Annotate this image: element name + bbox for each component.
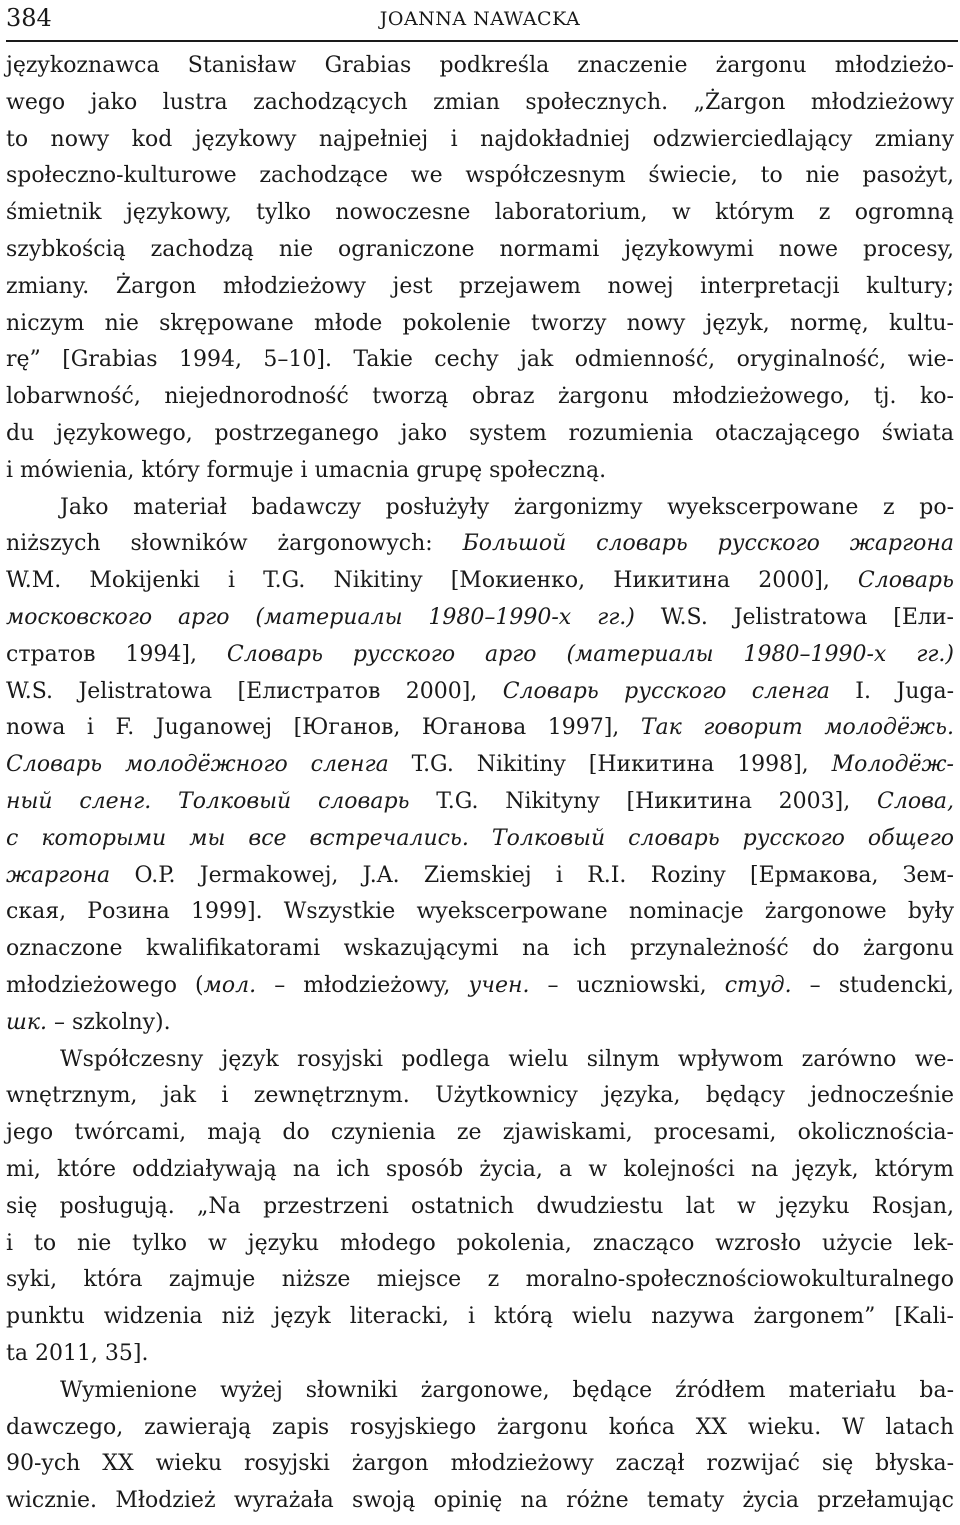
- text-segment: i to nie tylko w języku młodego pokolenia, znacząco wzrosło użycie lek-: [6, 1230, 954, 1256]
- italic-segment: Слова,: [877, 789, 954, 814]
- text-segment: T.G. Nikityny [Никитина 2003],: [409, 789, 877, 814]
- text-segment: śmietnik językowy, tylko nowoczesne laboratorium, w którym z ogromną: [6, 200, 954, 226]
- italic-segment: Большой словарь русского жаргона: [462, 531, 954, 557]
- text-line: [6, 862, 954, 890]
- text-segment: ская, Розина 1999]. Wszystkie wyekscerpowane nominacje żargonowe były: [6, 899, 954, 925]
- italic-segment: шк.: [6, 1009, 47, 1035]
- text-line: [60, 1046, 954, 1074]
- text-segment: językoznawca Stanisław Grabias podkreśla znaczenie żargonu młodzieżo-: [6, 53, 954, 78]
- text-segment: lobarwność, niejednorodność tworzą obraz żargonu młodzieżowego, tj. ko-: [6, 384, 954, 410]
- italic-segment: учен.: [468, 973, 530, 998]
- text-segment: wnętrznym, jak i zewnętrznym. Użytkownicy języka, będący jednocześnie: [6, 1083, 954, 1109]
- text-line: [6, 1156, 954, 1184]
- text-segment: wicznie. Młodzież wyrażała swoją opinię na różne tematy życia przełamując: [6, 1488, 954, 1514]
- text-segment: syki, która zajmuje niższe miejsce z moralno-społecznościowokulturalnego: [6, 1267, 954, 1293]
- text-segment: стратов 1994],: [6, 641, 227, 667]
- text-line: [6, 457, 954, 485]
- italic-segment: Словарь русского арго (материалы 1980–1990-х гг.): [226, 641, 955, 667]
- text-line: [6, 1119, 954, 1147]
- italic-segment: с которыми мы все встречались. Толковый словарь русского общего: [6, 825, 954, 851]
- text-line: [6, 383, 954, 411]
- text-line: [6, 199, 954, 227]
- text-line: [6, 678, 954, 706]
- text-line: [6, 714, 954, 742]
- text-segment: punktu widzenia niż język literacki, i którą wielu nazywa żargonem” [Kali-: [6, 1304, 954, 1330]
- text-line: [6, 1193, 954, 1221]
- text-segment: szybkością zachodzą nie ograniczone normami językowymi nowe procesy,: [6, 237, 954, 262]
- text-segment: – uczniowski,: [529, 973, 725, 998]
- text-line: [6, 126, 954, 154]
- page-number: 384: [6, 4, 52, 32]
- text-line: [6, 273, 954, 301]
- text-line: [6, 1230, 954, 1258]
- text-segment: Jako materiał badawczy posłużyły żargonizmy wyekscerpowane z po-: [60, 494, 954, 520]
- text-segment: – młodzieżowy,: [256, 973, 469, 998]
- text-segment: W.S. Jelistratowa [Ели-: [634, 605, 954, 630]
- text-line: [6, 825, 954, 853]
- text-segment: to nowy kod językowy najpełniej i najdokładniej odzwierciedlający zmiany: [6, 126, 954, 152]
- text-line: [6, 1487, 954, 1515]
- text-line: [6, 1414, 954, 1442]
- text-segment: niższych słowników żargonowych:: [6, 531, 463, 557]
- text-line: [6, 1340, 954, 1368]
- text-line: [6, 935, 954, 963]
- text-segment: mi, które oddziaływają na ich sposób życia, a w kolejności na język, którym: [6, 1157, 954, 1182]
- header-rule: [6, 40, 958, 42]
- italic-segment: Словарь: [857, 568, 954, 594]
- text-line: [6, 346, 954, 374]
- text-line: [6, 530, 954, 558]
- italic-segment: Словарь русского сленга: [502, 678, 830, 704]
- text-segment: Współczesny język rosyjski podlega wielu silnym wpływom zarówno we-: [60, 1046, 954, 1072]
- text-segment: zmiany. Żargon młodzieżowy jest przejawem nowej interpretacji kultury;: [6, 273, 954, 299]
- italic-segment: московского арго (материалы 1980–1990-х гг.): [6, 605, 635, 630]
- text-segment: niczym nie skrępowane młode pokolenie tworzy nowy język, normę, kultu-: [6, 310, 954, 336]
- text-line: [6, 1303, 954, 1331]
- text-segment: się posługują. „Na przestrzeni ostatnich dwudziestu lat w języku Rosjan,: [6, 1193, 954, 1219]
- text-segment: dawczego, zawierają zapis rosyjskiego żargonu końca XX wieku. W latach: [6, 1414, 954, 1440]
- text-line: [6, 1450, 954, 1478]
- text-line: [60, 1377, 954, 1405]
- text-line: [6, 1082, 954, 1110]
- text-segment: – studencki,: [791, 973, 954, 998]
- text-line: [6, 788, 954, 816]
- text-line: [6, 972, 954, 1000]
- text-segment: nowa i F. Juganowej [Юганов, Юганова 1997],: [6, 715, 641, 741]
- text-line: [6, 236, 954, 264]
- text-line: [6, 604, 954, 632]
- italic-segment: Так говорит молодёжь.: [640, 715, 954, 741]
- text-segment: O.P. Jermakowej, J.A. Ziemskiej i R.I. Roziny [Ермакова, Зем-: [110, 862, 954, 888]
- text-line: [6, 420, 954, 448]
- text-segment: młodzieżowego (: [6, 973, 204, 998]
- text-line: [6, 52, 954, 80]
- text-line: [60, 494, 954, 522]
- text-segment: Wymienione wyżej słowniki żargonowe, będące źródłem materiału ba-: [60, 1377, 954, 1403]
- text-segment: wego jako lustra zachodzących zmian społecznych. „Żargon młodzieżowy: [6, 89, 954, 115]
- text-line: [6, 310, 954, 338]
- text-segment: I. Juga-: [829, 678, 954, 704]
- italic-segment: Словарь молодёжного сленга: [6, 752, 389, 778]
- text-segment: T.G. Nikitiny [Никитина 1998],: [388, 752, 832, 778]
- text-segment: W.S. Jelistratowa [Елистратов 2000],: [6, 678, 503, 704]
- page-header: [6, 2, 954, 34]
- text-segment: oznaczone kwalifikatorami wskazującymi na ich przynależność do żargonu: [6, 936, 954, 962]
- text-segment: ta 2011, 35].: [6, 1341, 149, 1366]
- italic-segment: жаргона: [6, 862, 111, 888]
- text-line: [6, 751, 954, 779]
- italic-segment: мол.: [203, 973, 257, 998]
- text-segment: i mówienia, który formuje i umacnia grupę społeczną.: [6, 457, 607, 483]
- italic-segment: студ.: [724, 973, 792, 998]
- text-line: [6, 1266, 954, 1294]
- text-line: [6, 898, 954, 926]
- italic-segment: Молодёж-: [831, 752, 954, 778]
- text-segment: 90-ych XX wieku rosyjski żargon młodzieżowy zaczął rozwijać się błyska-: [6, 1451, 954, 1477]
- text-line: [6, 162, 954, 190]
- italic-segment: ный сленг. Толковый словарь: [6, 789, 410, 814]
- text-segment: rę” [Grabias 1994, 5–10]. Takie cechy jak odmienność, oryginalność, wie-: [6, 347, 954, 373]
- text-segment: W.M. Mokijenki i T.G. Nikitiny [Мокиенко, Никитина 2000],: [6, 568, 858, 594]
- text-segment: – szkolny).: [46, 1009, 171, 1035]
- text-line: [6, 641, 954, 669]
- text-segment: jego twórcami, mają do czynienia ze zjawiskami, procesami, okolicznościa-: [6, 1120, 954, 1146]
- text-line: [6, 567, 954, 595]
- text-segment: du językowego, postrzeganego jako system rozumienia otaczającego świata: [6, 421, 954, 446]
- running-head: JOANNA NAWACKA: [379, 8, 581, 30]
- text-line: [6, 1009, 954, 1037]
- text-line: [6, 89, 954, 117]
- text-segment: społeczno-kulturowe zachodzące we współczesnym świecie, to nie pasożyt,: [6, 163, 954, 189]
